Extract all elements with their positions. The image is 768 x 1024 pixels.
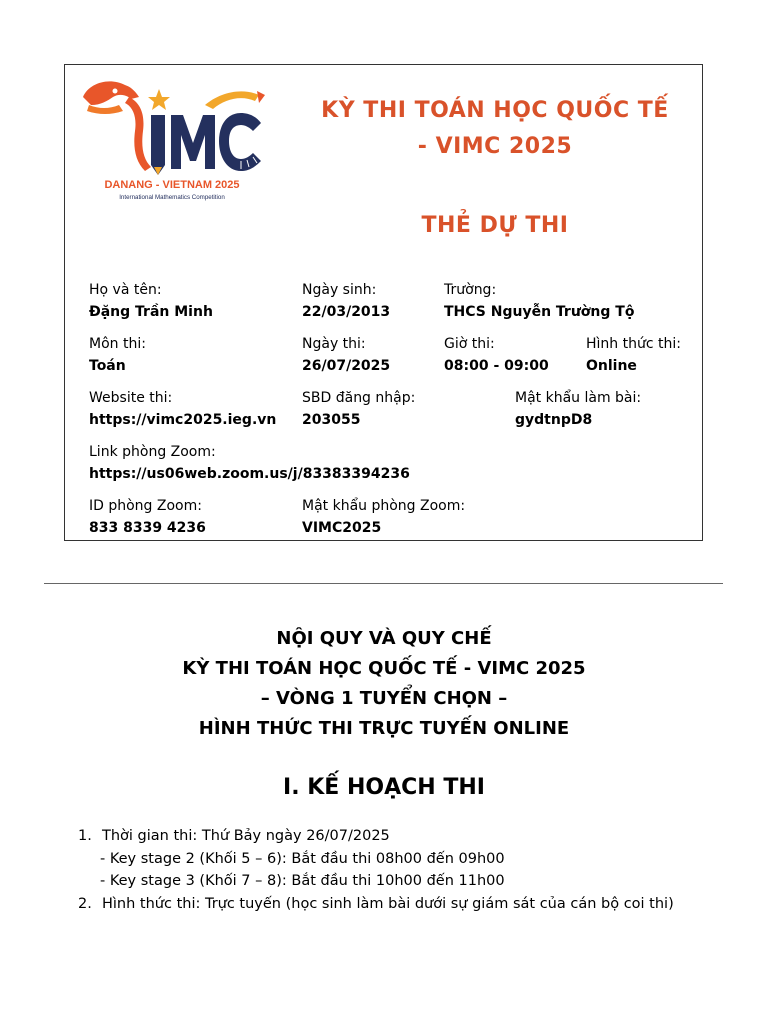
field-zoom-password-value: VIMC2025 [302, 520, 382, 536]
field-exam-format [586, 333, 681, 377]
field-zoom-link-label: Link phòng Zoom: [89, 444, 216, 460]
field-zoom-id-value: 833 8339 4236 [89, 520, 206, 536]
field-zoom-password [302, 495, 465, 539]
field-password-label: Mật khẩu làm bài: [515, 390, 642, 406]
section-divider [44, 583, 723, 584]
field-website [89, 387, 276, 431]
rules-title-line2: KỲ THI TOÁN HỌC QUỐC TẾ - VIMC 2025 [182, 658, 586, 679]
field-exam-date-label: Ngày thi: [302, 336, 366, 352]
field-zoom-id [89, 495, 206, 539]
field-exam-date-value: 26/07/2025 [302, 358, 391, 374]
card-title [295, 93, 695, 165]
field-website-label: Website thi: [89, 390, 173, 406]
field-zoom-password-label: Mật khẩu phòng Zoom: [302, 498, 466, 514]
field-name-value: Đặng Trần Minh [89, 304, 213, 320]
list-item-number: 2. [78, 895, 92, 912]
list-subitem: - Key stage 3 (Khối 7 – 8): Bắt đầu thi 10h00 đến 11h00 [100, 873, 505, 889]
field-subject [89, 333, 146, 377]
field-zoom-link [89, 441, 410, 485]
plan-list [78, 825, 674, 915]
field-subject-label: Môn thi: [89, 336, 146, 352]
rules-title-line4: HÌNH THỨC THI TRỰC TUYẾN ONLINE [198, 718, 570, 739]
vimc-logo [79, 75, 265, 201]
list-item-text: Thời gian thi: Thứ Bảy ngày 26/07/2025 [102, 828, 390, 844]
field-dob-label: Ngày sinh: [302, 282, 377, 298]
list-item-text: Hình thức thi: Trực tuyến (học sinh làm bài dưới sự giám sát của cán bộ coi thi) [102, 895, 674, 912]
field-subject-value: Toán [89, 358, 126, 374]
field-dob-value: 22/03/2013 [302, 304, 391, 320]
field-exam-time-label: Giờ thi: [444, 336, 495, 352]
list-item-number: 1. [78, 828, 92, 844]
section-heading: I. KẾ HOẠCH THI [283, 775, 485, 800]
field-school-value: THCS Nguyễn Trường Tộ [444, 304, 635, 320]
rules-title [0, 624, 768, 744]
field-sbd-label: SBD đăng nhập: [302, 390, 416, 406]
logo-line2: International Mathematics Competition [119, 194, 225, 201]
rules-title-line1: NỘI QUY VÀ QUY CHẾ [276, 628, 492, 649]
field-exam-time-value: 08:00 - 09:00 [444, 358, 549, 374]
card-subtitle: THẺ DỰ THI [421, 213, 569, 238]
logo-line1: DANANG - VIETNAM 2025 [104, 179, 240, 191]
list-item [78, 893, 674, 916]
field-password-value: gydtnpD8 [515, 412, 593, 428]
field-sbd-value: 203055 [302, 412, 361, 428]
field-exam-date [302, 333, 390, 377]
dragon-logo-icon [79, 75, 265, 201]
field-name [89, 279, 213, 323]
field-school [444, 279, 634, 323]
list-item [78, 825, 674, 848]
rules-title-line3: – VÒNG 1 TUYỂN CHỌN – [260, 688, 508, 709]
exam-card [64, 64, 703, 541]
card-title-line1: KỲ THI TOÁN HỌC QUỐC TẾ [321, 98, 669, 123]
field-zoom-link-value[interactable]: https://us06web.zoom.us/j/83383394236 [89, 466, 410, 482]
field-exam-time [444, 333, 549, 377]
field-school-label: Trường: [444, 282, 497, 298]
field-sbd [302, 387, 415, 431]
field-website-value[interactable]: https://vimc2025.ieg.vn [89, 412, 277, 428]
card-title-line2: - VIMC 2025 [417, 134, 573, 159]
field-exam-format-label: Hình thức thi: [586, 336, 681, 352]
field-zoom-id-label: ID phòng Zoom: [89, 498, 202, 514]
field-name-label: Họ và tên: [89, 282, 162, 298]
field-dob [302, 279, 390, 323]
list-subitem: - Key stage 2 (Khối 5 – 6): Bắt đầu thi 08h00 đến 09h00 [100, 850, 505, 867]
field-password [515, 387, 641, 431]
field-exam-format-value: Online [586, 358, 637, 374]
